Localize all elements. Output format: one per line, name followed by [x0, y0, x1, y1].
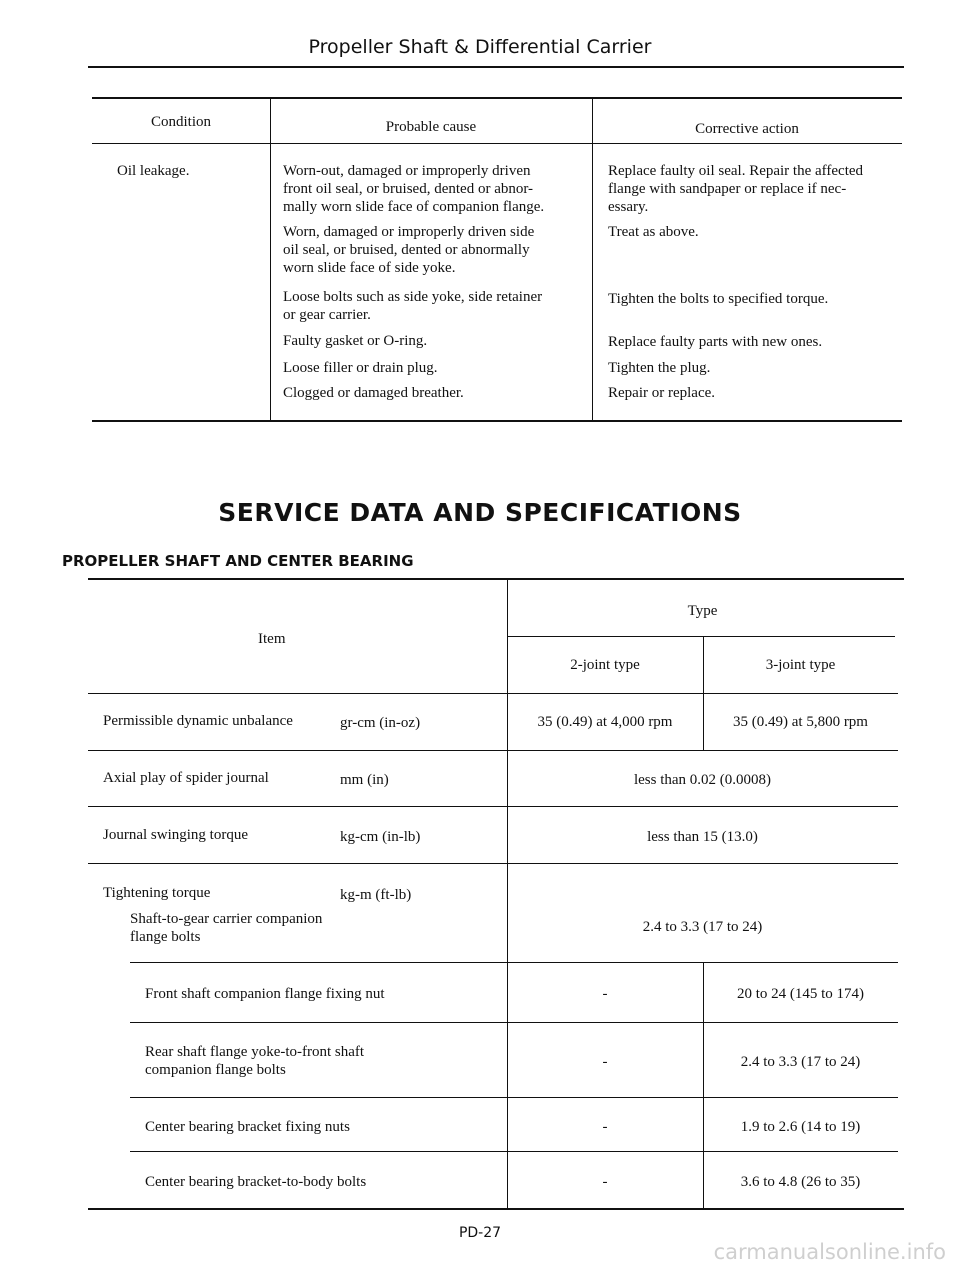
spec-value-3joint: 2.4 to 3.3 (17 to 24) [740, 1054, 861, 1070]
cause-line: Clogged or damaged breather. [283, 385, 464, 401]
section-title: SERVICE DATA AND SPECIFICATIONS [218, 498, 742, 527]
action-cell [608, 290, 828, 308]
action-cell [608, 359, 710, 377]
spec-row-rule [130, 1022, 898, 1023]
watermark: carmanualsonline.info [713, 1240, 946, 1264]
cause-line: oil seal, or bruised, dented or abnormally [283, 242, 530, 258]
spec-row-rule [88, 863, 898, 864]
spec-unit: mm (in) [340, 772, 389, 788]
trouble-table-bottom-rule [92, 420, 902, 422]
spec-value-2joint: - [602, 1054, 608, 1070]
page-header: Propeller Shaft & Differential Carrier [308, 36, 652, 58]
spec-col-divider-type [703, 636, 704, 750]
cause-cell [283, 162, 583, 216]
cause-line: Worn, damaged or improperly driven side [283, 224, 535, 240]
spec-subitem-line: Shaft-to-gear carrier companion [130, 911, 323, 927]
spec-row-rule [88, 750, 898, 751]
item-header: Item [258, 631, 286, 647]
cause-line: Loose filler or drain plug. [283, 360, 438, 376]
spec-value-3joint: 35 (0.49) at 5,800 rpm [733, 714, 868, 730]
action-line: Tighten the bolts to specified torque. [608, 291, 829, 307]
spec-item: Permissible dynamic unbalance [103, 713, 293, 729]
spec-item: Journal swinging torque [103, 827, 248, 843]
cause-cell [283, 359, 438, 377]
spec-value-2joint: - [602, 986, 608, 1002]
trouble-table-top-rule [92, 97, 902, 99]
spec-row-rule [88, 806, 898, 807]
spec-header-rule [88, 693, 898, 694]
spec-table-top-rule [88, 578, 904, 580]
spec-row-rule [130, 1097, 898, 1098]
spec-item: Axial play of spider journal [103, 770, 269, 786]
action-cell [608, 384, 715, 402]
subsection-title: PROPELLER SHAFT AND CENTER BEARING [62, 552, 414, 570]
spec-value: less than 0.02 (0.0008) [633, 772, 772, 788]
spec-row-rule [130, 1151, 898, 1152]
cause-line: front oil seal, or bruised, dented or abnor- [283, 181, 534, 197]
cause-line: mally worn slide face of companion flange. [283, 199, 545, 215]
cause-line: worn slide face of side yoke. [283, 260, 456, 276]
spec-row-rule [130, 962, 898, 963]
action-line: Repair or replace. [608, 385, 716, 401]
cause-cell [283, 223, 583, 277]
spec-subitem [130, 910, 322, 946]
spec-subitem-line: flange bolts [130, 929, 201, 945]
condition-cell: Oil leakage. [117, 163, 190, 179]
type-header: Type [687, 603, 718, 619]
spec-value: 2.4 to 3.3 (17 to 24) [642, 919, 763, 935]
action-line: flange with sandpaper or replace if nec- [608, 181, 847, 197]
page-number: PD-27 [458, 1225, 502, 1241]
two-joint-header: 2-joint type [570, 657, 640, 673]
action-cell [608, 333, 822, 351]
action-line: Tighten the plug. [608, 360, 711, 376]
cause-line: Faulty gasket or O-ring. [283, 333, 428, 349]
spec-unit: kg-m (ft-lb) [340, 887, 412, 903]
spec-item: Center bearing bracket-to-body bolts [145, 1174, 367, 1190]
spec-value: less than 15 (13.0) [647, 829, 758, 845]
cause-cell [283, 332, 427, 350]
spec-unit: kg-cm (in-lb) [340, 829, 421, 845]
three-joint-header: 3-joint type [765, 657, 836, 673]
action-line: Replace faulty parts with new ones. [608, 334, 823, 350]
spec-value-2joint: 35 (0.49) at 4,000 rpm [537, 714, 673, 730]
spec-unit: gr-cm (in-oz) [340, 715, 421, 731]
corrective-action-header: Corrective action [695, 121, 799, 137]
spec-value-2joint: - [602, 1119, 608, 1135]
trouble-table-header-rule [92, 143, 902, 144]
condition-header: Condition [150, 114, 211, 130]
action-cell [608, 162, 902, 216]
spec-item [145, 1043, 364, 1079]
action-line: Treat as above. [608, 224, 699, 240]
cause-cell [283, 384, 464, 402]
spec-value-3joint: 20 to 24 (145 to 174) [736, 986, 865, 1002]
spec-item: Tightening torque [103, 885, 211, 901]
action-line: essary. [608, 199, 649, 215]
trouble-col-divider-1 [270, 97, 271, 421]
spec-item: Front shaft companion flange fixing nut [145, 986, 385, 1002]
cause-line: Worn-out, damaged or improperly driven [283, 163, 531, 179]
spec-value-2joint: - [602, 1174, 608, 1190]
type-underline [507, 636, 895, 637]
cause-line: or gear carrier. [283, 307, 371, 323]
trouble-col-divider-2 [592, 97, 593, 421]
header-rule [88, 66, 904, 68]
spec-item-line: companion flange bolts [145, 1062, 286, 1078]
cause-line: Loose bolts such as side yoke, side retainer [283, 289, 543, 305]
spec-item-line: Rear shaft flange yoke-to-front shaft [145, 1044, 365, 1060]
action-cell [608, 223, 699, 241]
spec-value-3joint: 1.9 to 2.6 (14 to 19) [740, 1119, 861, 1135]
spec-item: Center bearing bracket fixing nuts [145, 1119, 350, 1135]
spec-value-3joint: 3.6 to 4.8 (26 to 35) [740, 1174, 861, 1190]
action-line: Replace faulty oil seal. Repair the affected [608, 163, 864, 179]
spec-table-bottom-rule [88, 1208, 904, 1210]
cause-cell [283, 288, 583, 324]
probable-cause-header: Probable cause [385, 119, 477, 135]
